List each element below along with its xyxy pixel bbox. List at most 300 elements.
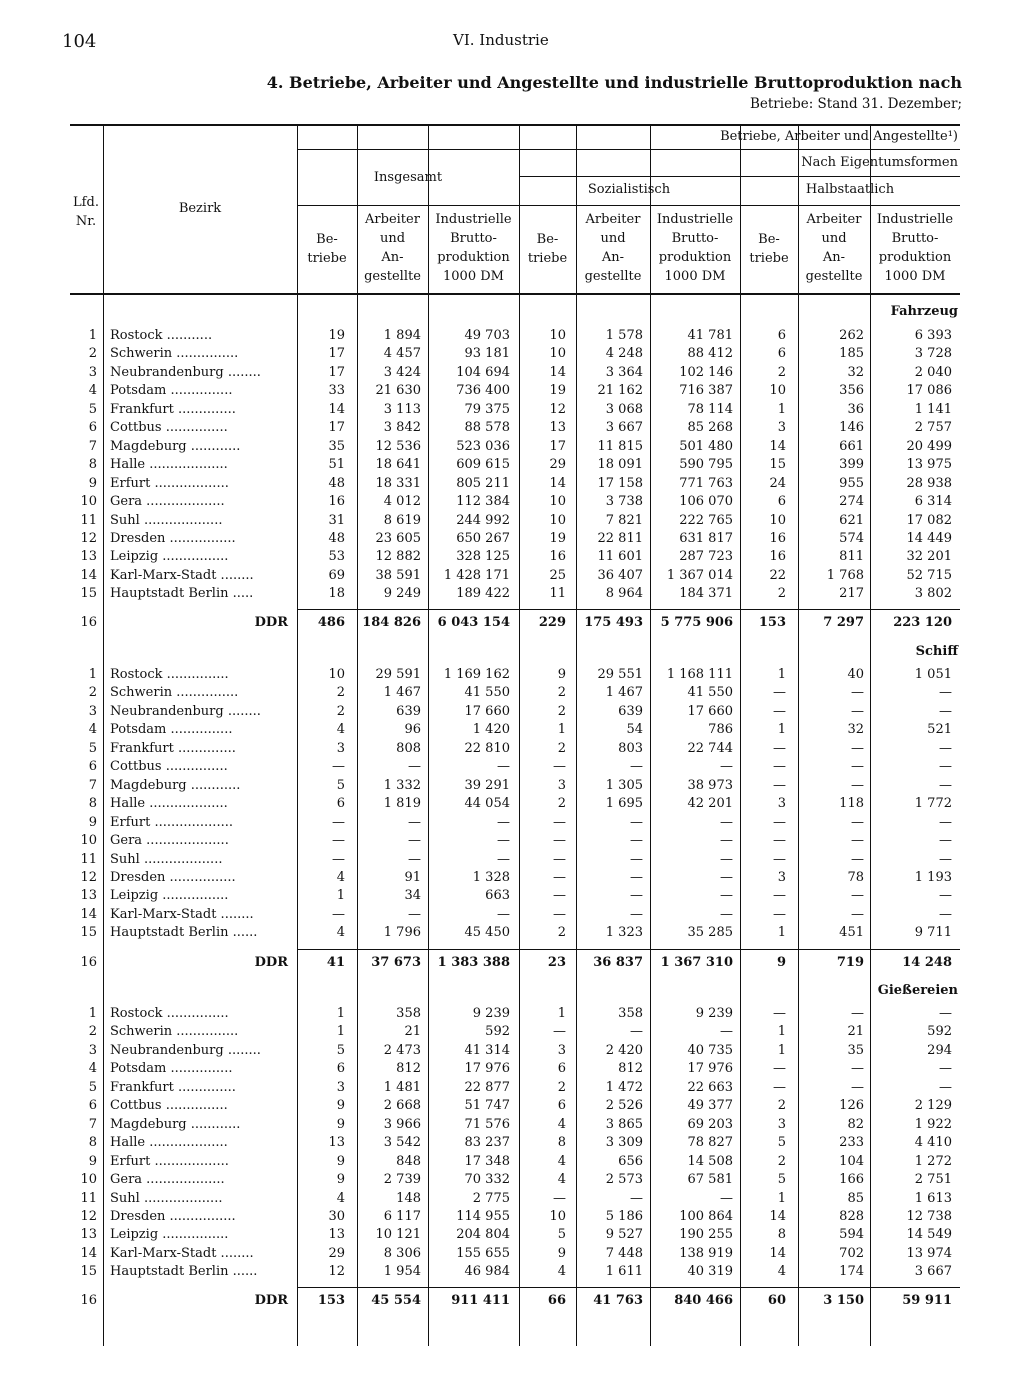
row-number: 7 <box>88 438 97 454</box>
value-cell: 2 <box>557 925 566 941</box>
value-cell: 40 <box>847 667 864 682</box>
value-cell: 3 542 <box>383 1135 421 1151</box>
value-cell: — <box>720 814 733 830</box>
row-number: 5 <box>88 740 97 756</box>
value-cell: — <box>332 851 345 867</box>
value-cell: — <box>332 833 345 849</box>
value-cell: 35 <box>328 438 345 454</box>
header-sozialistisch: Sozialistisch <box>587 182 671 197</box>
value-cell: 17 976 <box>687 1061 733 1077</box>
bezirk-name: Potsdam ............... <box>110 722 233 738</box>
value-cell: 82 <box>847 1116 864 1132</box>
total-value-cell: 175 493 <box>584 615 643 630</box>
header-insgesamt-rule <box>297 205 519 206</box>
value-cell: 5 <box>557 1227 566 1243</box>
row-number: 12 <box>80 530 97 546</box>
value-cell: — <box>553 814 566 830</box>
value-cell: 1 <box>777 1190 786 1206</box>
value-cell: 1 332 <box>383 777 421 793</box>
row-number: 7 <box>88 1116 97 1132</box>
value-cell: 8 619 <box>383 512 421 528</box>
value-cell: 262 <box>839 328 864 343</box>
value-cell: — <box>332 759 345 775</box>
total-value-cell: 60 <box>767 1293 786 1308</box>
total-value-cell: 7 297 <box>823 615 864 630</box>
value-cell: 3 424 <box>383 364 421 380</box>
value-cell: 11 <box>549 586 566 602</box>
value-cell: — <box>773 814 786 830</box>
row-number: 3 <box>88 1042 97 1058</box>
value-cell: — <box>851 1061 864 1077</box>
value-cell: 19 <box>549 530 566 546</box>
value-cell: — <box>851 1079 864 1095</box>
value-cell: — <box>497 814 510 830</box>
value-cell: 100 864 <box>679 1208 733 1224</box>
total-value-cell: 41 <box>326 955 345 970</box>
value-cell: 639 <box>618 703 643 719</box>
value-cell: 17 660 <box>464 703 510 719</box>
value-cell: 48 <box>328 475 345 491</box>
header-produktion: Brutto- <box>671 231 719 246</box>
value-cell: 9 239 <box>695 1006 733 1021</box>
value-cell: 1 <box>777 401 786 417</box>
value-cell: 67 581 <box>687 1172 733 1188</box>
bezirk-name: Frankfurt .............. <box>110 1079 236 1095</box>
value-cell: 2 <box>557 685 566 701</box>
row-number: 1 <box>88 667 97 682</box>
value-cell: 1 <box>336 1024 345 1040</box>
value-cell: 14 <box>549 364 566 380</box>
value-cell: — <box>851 759 864 775</box>
value-cell: 20 499 <box>906 438 952 454</box>
value-cell: 1 420 <box>472 722 510 738</box>
section-label: Schiff <box>915 644 958 659</box>
value-cell: 592 <box>485 1024 510 1040</box>
value-cell: 78 114 <box>687 401 733 417</box>
header-top-rule <box>70 124 960 126</box>
value-cell: 53 <box>328 549 345 565</box>
bezirk-name: Neubrandenburg ........ <box>110 703 261 719</box>
value-cell: 29 591 <box>375 667 421 682</box>
value-cell: — <box>408 906 421 922</box>
value-cell: 8 964 <box>605 586 643 602</box>
value-cell: 17 660 <box>687 703 733 719</box>
value-cell: 786 <box>708 722 733 738</box>
value-cell: 79 375 <box>464 401 510 417</box>
value-cell: 14 508 <box>687 1153 733 1169</box>
value-cell: — <box>630 814 643 830</box>
value-cell: — <box>939 740 952 756</box>
header-eigentumsformen: Nach Eigentumsformen <box>801 155 958 170</box>
row-number: 4 <box>88 722 97 738</box>
bezirk-name: Hauptstadt Berlin ..... <box>110 586 254 602</box>
value-cell: — <box>553 1190 566 1206</box>
value-cell: 34 <box>404 888 421 904</box>
value-cell: 812 <box>396 1061 421 1077</box>
value-cell: 1 578 <box>605 328 643 343</box>
total-rule <box>297 949 960 950</box>
bezirk-name: Cottbus ............... <box>110 420 228 436</box>
value-cell: 102 146 <box>679 364 733 380</box>
header-arbeiter: und <box>821 231 847 246</box>
value-cell: — <box>720 833 733 849</box>
value-cell: 9 <box>557 667 566 682</box>
value-cell: 11 601 <box>597 549 643 565</box>
value-cell: 1 367 014 <box>666 567 733 583</box>
total-label: DDR <box>254 955 288 970</box>
value-cell: — <box>497 759 510 775</box>
value-cell: 9 <box>336 1153 345 1169</box>
value-cell: 1 472 <box>605 1079 643 1095</box>
value-cell: 4 <box>557 1172 566 1188</box>
value-cell: 174 <box>839 1264 864 1280</box>
value-cell: — <box>553 833 566 849</box>
total-value-cell: 36 837 <box>593 955 643 970</box>
value-cell: 3 <box>777 420 786 436</box>
value-cell: — <box>408 851 421 867</box>
value-cell: 17 348 <box>464 1153 510 1169</box>
value-cell: 5 <box>336 1042 345 1058</box>
value-cell: — <box>939 703 952 719</box>
row-number: 15 <box>80 925 97 941</box>
value-cell: — <box>773 685 786 701</box>
row-number: 13 <box>80 888 97 904</box>
total-value-cell: 3 150 <box>823 1293 864 1308</box>
value-cell: 3 068 <box>605 401 643 417</box>
bezirk-name: Neubrandenburg ........ <box>110 364 261 380</box>
value-cell: — <box>851 740 864 756</box>
table-subtitle: Betriebe: Stand 31. Dezember; <box>749 96 962 112</box>
value-cell: 32 201 <box>906 549 952 565</box>
bezirk-name: Leipzig ................ <box>110 549 229 565</box>
value-cell: — <box>332 906 345 922</box>
value-cell: 501 480 <box>679 438 733 454</box>
bezirk-name: Rostock ........... <box>110 328 213 343</box>
value-cell: — <box>939 888 952 904</box>
value-cell: 17 <box>549 438 566 454</box>
bezirk-name: Leipzig ................ <box>110 888 229 904</box>
value-cell: 44 054 <box>464 796 510 812</box>
value-cell: 1 796 <box>383 925 421 941</box>
header-arbeiter: Arbeiter <box>806 212 862 227</box>
value-cell: 54 <box>626 722 643 738</box>
value-cell: — <box>553 851 566 867</box>
value-cell: 2 757 <box>914 420 952 436</box>
total-value-cell: 184 826 <box>362 615 421 630</box>
value-cell: 702 <box>839 1245 864 1261</box>
value-cell: 10 <box>549 512 566 528</box>
value-cell: 10 <box>769 383 786 399</box>
value-cell: 6 <box>557 1061 566 1077</box>
value-cell: 955 <box>839 475 864 491</box>
value-cell: — <box>553 906 566 922</box>
bezirk-name: Rostock ............... <box>110 667 229 682</box>
header-betriebe: Be- <box>758 232 780 247</box>
value-cell: 10 <box>549 1208 566 1224</box>
total-label: DDR <box>254 1293 288 1308</box>
row-number: 1 <box>88 1006 97 1021</box>
header-bottom-rule <box>70 293 960 295</box>
value-cell: 78 827 <box>687 1135 733 1151</box>
row-number: 16 <box>80 1293 97 1308</box>
value-cell: 15 <box>769 457 786 473</box>
value-cell: 14 <box>769 1208 786 1224</box>
row-number: 3 <box>88 703 97 719</box>
bezirk-name: Gera ................... <box>110 1172 225 1188</box>
value-cell: 9 239 <box>472 1006 510 1021</box>
value-cell: 10 <box>549 328 566 343</box>
header-betriebe: triebe <box>307 251 347 266</box>
value-cell: 9 249 <box>383 586 421 602</box>
column-rule <box>297 126 298 1346</box>
value-cell: 5 186 <box>605 1208 643 1224</box>
header-arbeiter: Arbeiter <box>585 212 641 227</box>
row-number: 15 <box>80 586 97 602</box>
value-cell: — <box>939 906 952 922</box>
value-cell: 828 <box>839 1208 864 1224</box>
value-cell: 4 <box>557 1116 566 1132</box>
value-cell: — <box>630 888 643 904</box>
value-cell: 1 323 <box>605 925 643 941</box>
value-cell: 148 <box>396 1190 421 1206</box>
row-number: 5 <box>88 401 97 417</box>
total-value-cell: 229 <box>538 615 566 630</box>
total-value-cell: 840 466 <box>674 1293 733 1308</box>
row-number: 1 <box>88 328 97 343</box>
bezirk-name: Neubrandenburg ........ <box>110 1042 261 1058</box>
header-lfd: Lfd. <box>73 195 99 210</box>
total-value-cell: 23 <box>547 955 566 970</box>
value-cell: 83 237 <box>464 1135 510 1151</box>
row-number: 2 <box>88 685 97 701</box>
value-cell: 189 422 <box>456 586 510 602</box>
header-betriebe: Be- <box>316 232 338 247</box>
value-cell: 2 <box>557 740 566 756</box>
value-cell: 294 <box>927 1042 952 1058</box>
value-cell: — <box>939 1061 952 1077</box>
value-cell: 16 <box>769 549 786 565</box>
value-cell: 274 <box>839 494 864 510</box>
row-number: 6 <box>88 759 97 775</box>
total-rule <box>297 609 960 610</box>
value-cell: 7 821 <box>605 512 643 528</box>
value-cell: 2 775 <box>472 1190 510 1206</box>
value-cell: 808 <box>396 740 421 756</box>
value-cell: 3 <box>777 796 786 812</box>
value-cell: 104 <box>839 1153 864 1169</box>
row-number: 9 <box>88 1153 97 1169</box>
value-cell: 17 <box>328 420 345 436</box>
value-cell: 358 <box>396 1006 421 1021</box>
bezirk-name: Hauptstadt Berlin ...... <box>110 925 258 941</box>
value-cell: 2 <box>336 703 345 719</box>
value-cell: 17 158 <box>597 475 643 491</box>
value-cell: 33 <box>328 383 345 399</box>
value-cell: 4 <box>336 1190 345 1206</box>
total-value-cell: 1 367 310 <box>660 955 733 970</box>
bezirk-name: Suhl ................... <box>110 851 223 867</box>
value-cell: 1 051 <box>914 667 952 682</box>
header-produktion: produktion <box>437 250 510 265</box>
row-number: 3 <box>88 364 97 380</box>
value-cell: 78 <box>847 869 864 885</box>
row-number: 15 <box>80 1264 97 1280</box>
value-cell: 9 527 <box>605 1227 643 1243</box>
bezirk-name: Halle ................... <box>110 796 228 812</box>
row-number: 5 <box>88 1079 97 1095</box>
value-cell: — <box>408 833 421 849</box>
value-cell: 4 410 <box>914 1135 952 1151</box>
bezirk-name: Erfurt ................... <box>110 814 233 830</box>
value-cell: — <box>408 759 421 775</box>
column-rule <box>740 293 741 1346</box>
row-number: 11 <box>80 851 97 867</box>
value-cell: 217 <box>839 586 864 602</box>
row-number: 7 <box>88 777 97 793</box>
value-cell: 13 <box>328 1227 345 1243</box>
value-cell: 9 <box>336 1098 345 1114</box>
bezirk-name: Halle ................... <box>110 457 228 473</box>
row-number: 2 <box>88 1024 97 1040</box>
value-cell: 146 <box>839 420 864 436</box>
value-cell: 21 <box>404 1024 421 1040</box>
value-cell: 1 481 <box>383 1079 421 1095</box>
bezirk-name: Frankfurt .............. <box>110 401 236 417</box>
value-cell: 2 751 <box>914 1172 952 1188</box>
value-cell: 71 576 <box>464 1116 510 1132</box>
value-cell: 46 984 <box>464 1264 510 1280</box>
value-cell: 13 <box>328 1135 345 1151</box>
total-value-cell: 45 554 <box>371 1293 421 1308</box>
total-value-cell: 223 120 <box>893 615 952 630</box>
value-cell: — <box>630 1190 643 1206</box>
bezirk-name: Dresden ................ <box>110 869 236 885</box>
value-cell: 13 974 <box>906 1245 952 1261</box>
bezirk-name: Potsdam ............... <box>110 383 233 399</box>
value-cell: 3 309 <box>605 1135 643 1151</box>
value-cell: 112 384 <box>456 494 510 510</box>
row-number: 14 <box>80 1245 97 1261</box>
value-cell: — <box>773 906 786 922</box>
value-cell: 3 966 <box>383 1116 421 1132</box>
value-cell: — <box>939 1006 952 1021</box>
value-cell: 12 882 <box>375 549 421 565</box>
bezirk-name: Magdeburg ............ <box>110 438 241 454</box>
header-arbeiter: Arbeiter <box>365 212 420 227</box>
value-cell: 631 817 <box>679 530 733 546</box>
page-number: 104 <box>62 31 97 52</box>
bezirk-name: Karl-Marx-Stadt ........ <box>110 906 254 922</box>
value-cell: 1 768 <box>826 567 864 583</box>
value-cell: 16 <box>769 530 786 546</box>
value-cell: 811 <box>839 549 864 565</box>
header-subgroup-rule <box>519 205 960 206</box>
value-cell: 4 248 <box>605 346 643 362</box>
value-cell: 31 <box>328 512 345 528</box>
value-cell: 5 <box>777 1135 786 1151</box>
value-cell: 70 332 <box>464 1172 510 1188</box>
value-cell: 48 <box>328 530 345 546</box>
total-value-cell: 59 911 <box>902 1293 952 1308</box>
value-cell: 18 091 <box>597 457 643 473</box>
bezirk-name: Halle ................... <box>110 1135 228 1151</box>
bezirk-name: Suhl ................... <box>110 512 223 528</box>
value-cell: — <box>720 888 733 904</box>
value-cell: 184 371 <box>679 586 733 602</box>
section-label: Gießereien <box>877 983 958 998</box>
header-betriebe: triebe <box>749 251 789 266</box>
header-produktion: produktion <box>658 250 732 265</box>
value-cell: — <box>630 851 643 867</box>
value-cell: 1 772 <box>914 796 952 812</box>
value-cell: 88 578 <box>464 420 510 436</box>
value-cell: 3 <box>777 1116 786 1132</box>
value-cell: 233 <box>839 1135 864 1151</box>
value-cell: 6 117 <box>383 1208 421 1224</box>
bezirk-name: Suhl ................... <box>110 1190 223 1206</box>
column-rule <box>103 126 104 1346</box>
value-cell: 9 711 <box>914 925 952 941</box>
header-arbeiter: An- <box>601 250 625 265</box>
bezirk-name: Magdeburg ............ <box>110 777 241 793</box>
value-cell: 85 268 <box>687 420 733 436</box>
column-rule <box>357 293 358 1346</box>
value-cell: 1 613 <box>914 1190 952 1206</box>
value-cell: 6 <box>777 346 786 362</box>
value-cell: 190 255 <box>679 1227 733 1243</box>
value-cell: 621 <box>839 512 864 528</box>
value-cell: 2 <box>777 586 786 602</box>
value-cell: — <box>851 777 864 793</box>
value-cell: 21 162 <box>597 383 643 399</box>
value-cell: 18 331 <box>375 475 421 491</box>
value-cell: 126 <box>839 1098 864 1114</box>
header-insgesamt: Insgesamt <box>373 170 443 185</box>
value-cell: 38 591 <box>375 567 421 583</box>
value-cell: 22 663 <box>687 1079 733 1095</box>
value-cell: 14 449 <box>906 530 952 546</box>
value-cell: 17 082 <box>906 512 952 528</box>
column-rule <box>798 293 799 1346</box>
value-cell: — <box>720 906 733 922</box>
value-cell: 118 <box>839 796 864 812</box>
value-cell: 51 <box>328 457 345 473</box>
row-number: 13 <box>80 549 97 565</box>
value-cell: — <box>851 906 864 922</box>
value-cell: 22 811 <box>597 530 643 546</box>
value-cell: 14 <box>769 438 786 454</box>
value-cell: 609 615 <box>456 457 510 473</box>
value-cell: 45 450 <box>464 925 510 941</box>
value-cell: 21 630 <box>375 383 421 399</box>
total-rule <box>297 1287 960 1288</box>
value-cell: 1 <box>336 1006 345 1021</box>
value-cell: 1 272 <box>914 1153 952 1169</box>
value-cell: 1 328 <box>472 869 510 885</box>
value-cell: 451 <box>839 925 864 941</box>
value-cell: 4 <box>557 1264 566 1280</box>
value-cell: — <box>332 814 345 830</box>
value-cell: 41 550 <box>464 685 510 701</box>
value-cell: — <box>773 777 786 793</box>
section-header: VI. Industrie <box>453 31 549 49</box>
value-cell: 592 <box>927 1024 952 1040</box>
value-cell: — <box>851 833 864 849</box>
value-cell: 1 <box>557 1006 566 1021</box>
bezirk-name: Karl-Marx-Stadt ........ <box>110 1245 254 1261</box>
value-cell: 6 314 <box>914 494 952 510</box>
value-cell: 49 703 <box>464 328 510 343</box>
